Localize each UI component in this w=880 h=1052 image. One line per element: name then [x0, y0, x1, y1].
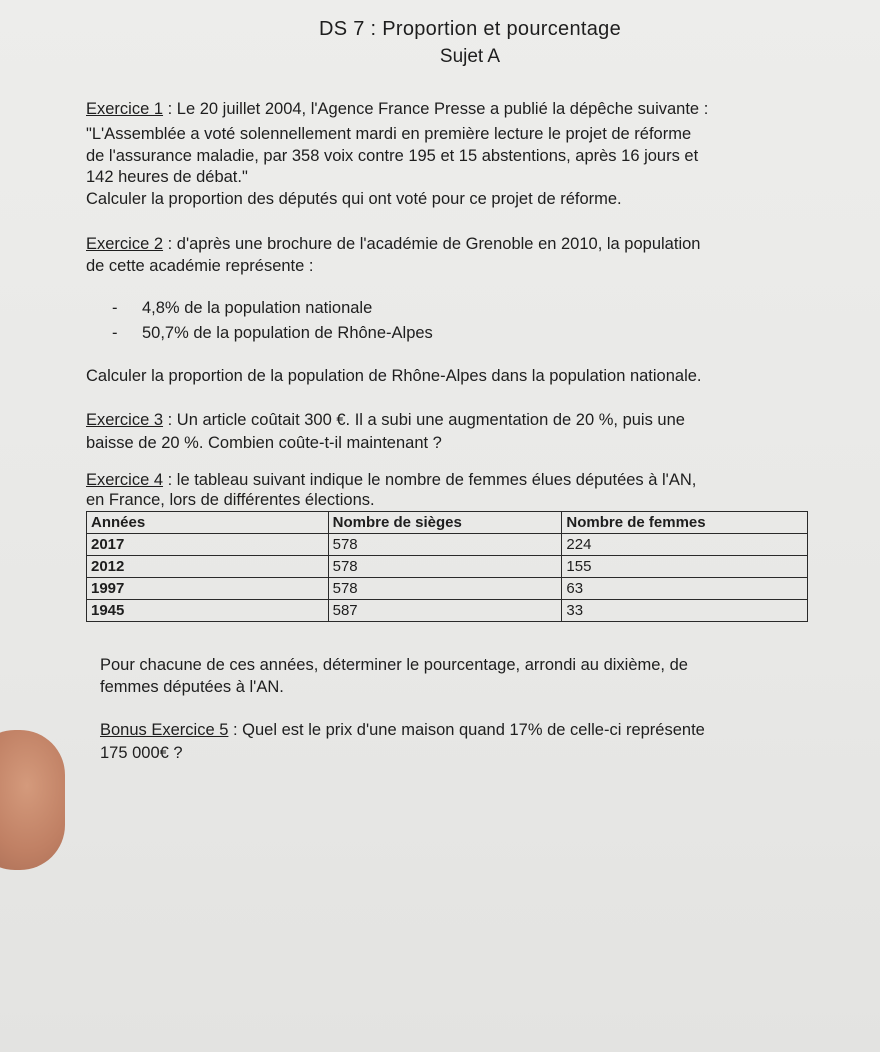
- table-row: [87, 600, 808, 622]
- table-cell-seats: 578: [328, 534, 562, 556]
- exercise-4-question-line-1: Pour chacune de ces années, déterminer le pourcentage, arrondi au dixième, de: [100, 656, 688, 674]
- exercise-4-line-1: Exercice 4 : le tableau suivant indique le nombre de femmes élues députées à l'AN,: [86, 471, 697, 489]
- exercise-1-line-4: 142 heures de débat.": [86, 168, 248, 186]
- table-header-cell: Nombre de femmes: [562, 512, 808, 534]
- exercise-2-line-2: de cette académie représente :: [86, 257, 314, 275]
- table-cell-year: 2017: [87, 534, 329, 556]
- exercise-2-question: Calculer la proportion de la population de Rhône-Alpes dans la population nationale.: [86, 367, 702, 385]
- table-cell-women: 224: [562, 534, 808, 556]
- table-row: [87, 578, 808, 600]
- bonus-line-2: 175 000€ ?: [100, 744, 183, 762]
- list-item: - 4,8% de la population nationale: [112, 299, 373, 317]
- table-row: [87, 534, 808, 556]
- table-header-cell: Nombre de sièges: [328, 512, 562, 534]
- exercise-3-label: Exercice 3: [86, 411, 164, 429]
- table-cell-women: 155: [562, 556, 808, 578]
- table-header-row: [87, 512, 808, 534]
- table-header-cell: Années: [87, 512, 329, 534]
- women-deputies-table: [86, 511, 808, 622]
- table-cell-year: 2012: [87, 556, 329, 578]
- page-subtitle: Sujet A: [439, 46, 501, 67]
- exercise-2-label: Exercice 2: [86, 235, 164, 253]
- table-cell-women: 63: [562, 578, 808, 600]
- table-cell-seats: 578: [328, 578, 562, 600]
- bonus-line-1: Bonus Exercice 5 : Quel est le prix d'une maison quand 17% de celle-ci représente: [100, 721, 705, 739]
- exercise-1-line-2: "L'Assemblée a voté solennellement mardi en première lecture le projet de réforme: [86, 125, 692, 143]
- table-cell-year: 1945: [87, 600, 329, 622]
- list-item: - 50,7% de la population de Rhône-Alpes: [112, 324, 433, 342]
- exercise-1-line-3: de l'assurance maladie, par 358 voix contre 195 et 15 abstentions, après 16 jours et: [86, 147, 699, 165]
- exercise-2-line-1: Exercice 2 : d'après une brochure de l'académie de Grenoble en 2010, la population: [86, 235, 701, 253]
- exercise-4-question-line-2: femmes députées à l'AN.: [100, 678, 284, 696]
- exercise-2-list: [112, 299, 433, 349]
- thumb-photo-artifact: [0, 730, 65, 870]
- page-title: DS 7 : Proportion et pourcentage: [318, 18, 621, 40]
- exercise-1-line-1: Exercice 1 : Le 20 juillet 2004, l'Agence France Presse a publié la dépêche suivante :: [86, 100, 709, 118]
- table-cell-seats: 587: [328, 600, 562, 622]
- exercise-3-line-1: Exercice 3 : Un article coûtait 300 €. Il a subi une augmentation de 20 %, puis une: [86, 411, 685, 429]
- exercise-3-line-2: baisse de 20 %. Combien coûte-t-il maintenant ?: [86, 434, 442, 452]
- table-cell-women: 33: [562, 600, 808, 622]
- exercise-4-label: Exercice 4: [86, 471, 164, 489]
- table-cell-seats: 578: [328, 556, 562, 578]
- exercise-1-label: Exercice 1: [86, 100, 164, 118]
- bonus-label: Bonus Exercice 5: [100, 721, 229, 739]
- exercise-1-question: Calculer la proportion des députés qui ont voté pour ce projet de réforme.: [86, 190, 622, 208]
- exercise-4-line-2: en France, lors de différentes élections.: [86, 491, 375, 509]
- table-cell-year: 1997: [87, 578, 329, 600]
- table-row: [87, 556, 808, 578]
